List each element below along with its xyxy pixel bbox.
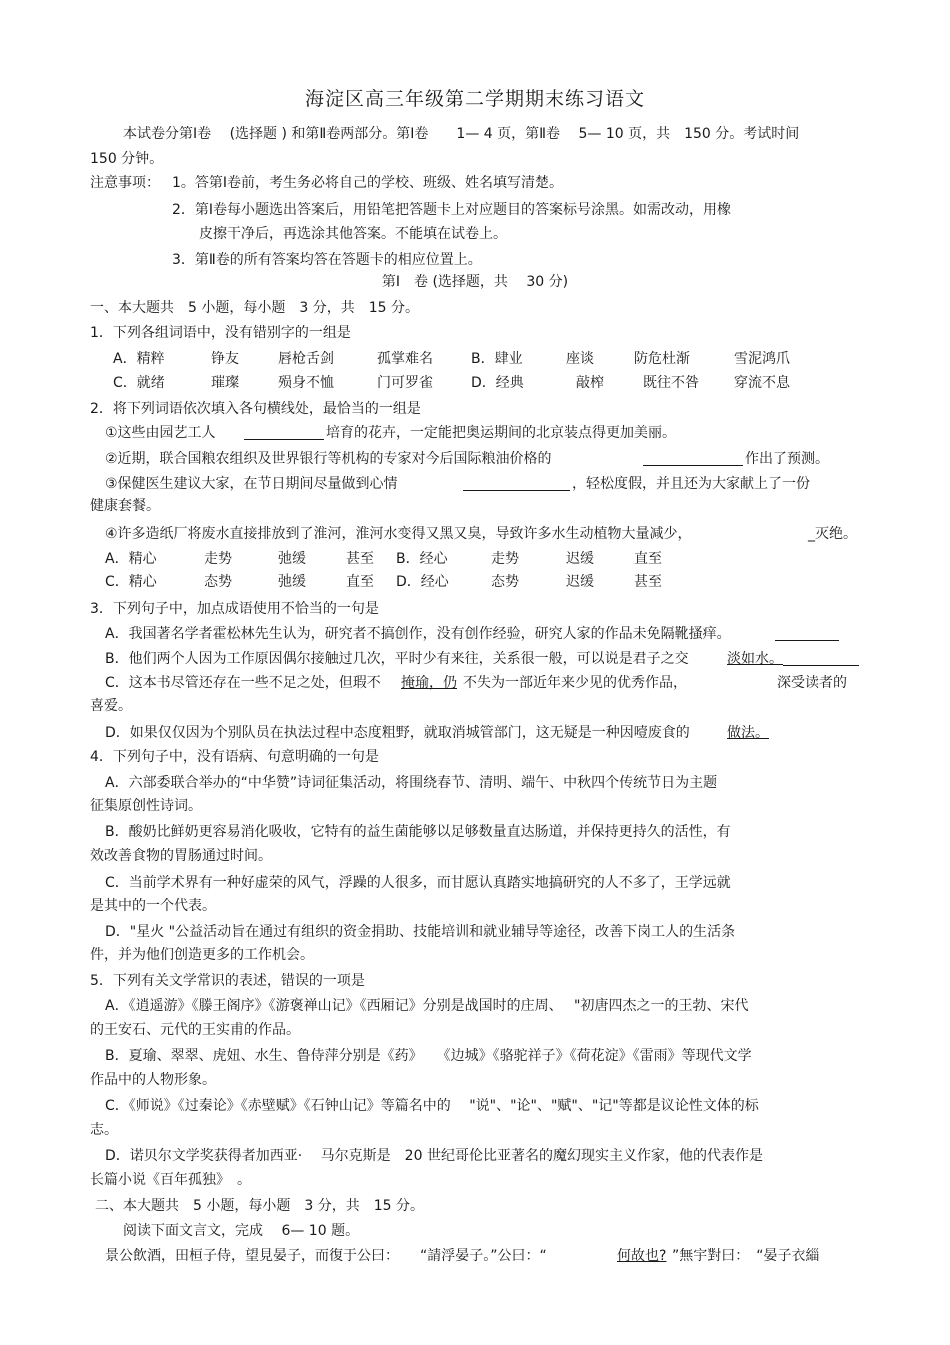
q5-option-a-line-1: A．《逍遥游》《滕王阁序》《游褒禅山记》《西厢记》分别是战国时的庄周、 "初唐四杰之一的王勃、宋代 (105, 998, 749, 1014)
q1-option-c-word: 殒身不恤 (278, 375, 334, 391)
q5-option-c-line-1: C．《师说》《过秦论》《赤壁赋》《石钟山记》等篇名中的 "说"、"论"、"赋"、"记"等都是议论性文体的标 (105, 1098, 759, 1114)
q1-option-c: C．就绪 (113, 375, 165, 391)
reading-instructions: 阅读下面文言文，完成 6— 10 题。 (123, 1223, 360, 1239)
q2-sentence-4: ④许多造纸厂将废水直接排放到了淮河，淮河水变得又黑又臭，导致许多水生动植物大量减少， (105, 526, 692, 542)
q1-option-d-word: 敲榨 (576, 375, 604, 391)
note-2-line-1: 2．第Ⅰ卷每小题选出答案后，用铅笔把答题卡上对应题目的答案标号涂黑。如需改动，用橡 (172, 202, 732, 218)
q4-option-a-line-1: A．六部委联合举办的“中华赞”诗词征集活动，将围绕春节、清明、端午、中秋四个传统节日为主题 (105, 775, 718, 791)
classical-text-underlined: 何故也? (617, 1248, 667, 1264)
q1-option-b-word: 雪泥鸿爪 (734, 351, 790, 367)
q4-option-a-line-2: 征集原创性诗词。 (90, 798, 202, 814)
q2-sentence-2: ②近期，联合国粮农组织及世界银行等机构的专家对今后国际粮油价格的 (105, 451, 552, 467)
q3-stem: 3．下列句子中，加点成语使用不恰当的一句是 (90, 601, 379, 617)
q2-option-b-word: 迟缓 (566, 551, 594, 567)
q5-option-c-line-2: 志。 (90, 1122, 118, 1138)
q1-option-d: D．经典 (471, 375, 524, 391)
note-2-line-2: 皮擦干净后，再选涂其他答案。不能填在试卷上。 (199, 226, 507, 242)
q5-option-a-line-2: 的王安石、元代的王实甫的作品。 (90, 1022, 300, 1038)
q2-option-a-word: 甚至 (346, 551, 374, 567)
q4-option-c-line-1: C．当前学术界有一种好虚荣的风气，浮躁的人很多，而甘愿认真踏实地搞研究的人不多了，王学远就 (105, 875, 731, 891)
q3-option-b: B．他们两个人因为工作原因偶尔接触过几次，平时少有来往，关系很一般，可以说是君子之交 (105, 651, 689, 667)
q2-sentence-4-rest: _灭绝。 (808, 526, 857, 542)
q3-option-c-wrap: 喜爱。 (90, 698, 132, 714)
q5-option-d-line-2: 长篇小说《百年孤独》 。 (90, 1172, 251, 1188)
intro-line-2: 150 分钟。 (90, 151, 164, 167)
q2-option-d: D．经心 (396, 574, 449, 590)
q2-sentence-2-rest: 作出了预测。 (745, 451, 829, 467)
part1-header: 第Ⅰ 卷 (选择题，共 30 分) (381, 274, 569, 290)
q2-option-a-word: 弛缓 (278, 551, 306, 567)
q2-option-d-word: 迟缓 (566, 574, 594, 590)
q3-option-b-blank (783, 665, 859, 666)
q2-option-c-word: 弛缓 (278, 574, 306, 590)
q2-blank-3 (463, 490, 570, 491)
q5-stem: 5．下列有关文学常识的表述，错误的一项是 (90, 973, 365, 989)
section1-heading: 一、本大题共 5 小题，每小题 3 分，共 15 分。 (90, 300, 419, 316)
q2-option-d-word: 甚至 (634, 574, 662, 590)
q5-option-b-line-2: 作品中的人物形象。 (90, 1072, 216, 1088)
q2-option-b: B．经心 (396, 551, 448, 567)
q2-option-d-word: 态势 (491, 574, 519, 590)
intro-line-1: 本试卷分第Ⅰ卷 (选择题 ) 和第Ⅱ卷两部分。第Ⅰ卷 1— 4 页，第Ⅱ卷 5— 10 页，共 150 分。考试时间 (123, 126, 800, 142)
q1-option-b-word: 座谈 (566, 351, 594, 367)
q2-sentence-3-cont: 健康套餐。 (90, 498, 160, 514)
q1-option-a-word: 孤掌难名 (377, 351, 433, 367)
q1-option-a: A．精粹 (113, 351, 165, 367)
q3-option-d: D．如果仅仅因为个别队员在执法过程中态度粗野，就取消城管部门，这无疑是一种因噎废食的 (105, 725, 690, 741)
q3-option-a-blank (775, 640, 839, 641)
q3-option-c-cont: 深受读者的 (777, 675, 847, 691)
page-title: 海淀区高三年级第二学期期末练习语文 (304, 88, 645, 110)
q2-blank-1 (244, 439, 324, 440)
q2-option-b-word: 直至 (634, 551, 662, 567)
q1-stem: 1．下列各组词语中，没有错别字的一组是 (90, 325, 351, 341)
classical-text-cont: ”無宇對曰： “晏子衣緇 (672, 1248, 820, 1264)
q2-option-a-word: 走势 (204, 551, 232, 567)
q4-stem: 4．下列句子中，没有语病、句意明确的一句是 (90, 749, 379, 765)
q2-sentence-1-rest: 培育的花卉，一定能把奥运期间的北京装点得更加美丽。 (326, 425, 676, 441)
q4-option-b-line-1: B．酸奶比鲜奶更容易消化吸收，它特有的益生菌能够以足够数量直达肠道，并保持更持久的活性，有 (105, 824, 731, 840)
q1-option-a-word: 唇枪舌剑 (278, 351, 334, 367)
q3-option-c: C．这本书尽管还存在一些不足之处，但瑕不 (105, 675, 381, 691)
classical-text-line: 景公飲酒，田桓子侍，望見晏子，而復于公曰： “請浮晏子。”公曰：“ (105, 1248, 547, 1264)
q2-sentence-3: ③保健医生建议大家，在节日期间尽量做到心情 (105, 476, 398, 492)
q2-sentence-1: ①这些由园艺工人 (105, 425, 216, 441)
section2-heading: 二、本大题共 5 小题，每小题 3 分，共 15 分。 (95, 1198, 424, 1214)
q2-option-c: C．精心 (105, 574, 157, 590)
q2-option-c-word: 直至 (346, 574, 374, 590)
q4-option-c-line-2: 是其中的一个代表。 (90, 898, 216, 914)
q2-blank-2 (643, 465, 743, 466)
q2-stem: 2．将下列词语依次填入各句横线处，最恰当的一组是 (90, 401, 421, 417)
notes-label: 注意事项： (90, 175, 160, 191)
q1-option-c-word: 璀璨 (211, 375, 239, 391)
q2-option-c-word: 态势 (204, 574, 232, 590)
q1-option-c-word: 门可罗雀 (377, 375, 433, 391)
q1-option-b-word: 防危杜渐 (634, 351, 690, 367)
q5-option-d-line-1: D．诺贝尔文学奖获得者加西亚· 马尔克斯是 20 世纪哥伦比亚著名的魔幻现实主义作家，他的代表作是 (105, 1148, 763, 1164)
q2-sentence-3-rest: ，轻松度假，并且还为大家献上了一份 (572, 476, 810, 492)
q4-option-d-line-2: 件，并为他们创造更多的工作机会。 (90, 947, 314, 963)
q3-option-c-idiom: 掩瑜，仍 (401, 675, 457, 691)
note-3: 3．第Ⅱ卷的所有答案均答在答题卡的相应位置上。 (172, 252, 482, 268)
q3-option-d-idiom: 做法。 (727, 725, 769, 741)
q1-option-a-word: 铮友 (211, 351, 239, 367)
q3-option-a: A．我国著名学者霍松林先生认为，研究者不搞创作，没有创作经验，研究人家的作品未免隔靴搔痒。 (105, 626, 731, 642)
q3-option-b-idiom: 淡如水。 (727, 651, 783, 667)
q4-option-b-line-2: 效改善食物的胃肠通过时间。 (90, 848, 272, 864)
q2-option-a: A．精心 (105, 551, 157, 567)
q4-option-d-line-1: D．"星火 "公益活动旨在通过有组织的资金捐助、技能培训和就业辅导等途径，改善下岗工人的生活条 (105, 924, 736, 940)
q3-option-c-cont: 不失为一部近年来少见的优秀作品， (463, 675, 687, 691)
q1-option-d-word: 既往不咎 (643, 375, 699, 391)
q2-option-b-word: 走势 (491, 551, 519, 567)
note-1: 1。答第Ⅰ卷前，考生务必将自己的学校、班级、姓名填写清楚。 (172, 175, 564, 191)
q1-option-b: B．肆业 (471, 351, 523, 367)
q5-option-b-line-1: B．夏瑜、翠翠、虎妞、水生、鲁侍萍分别是《药》 《边城》《骆驼祥子》《荷花淀》《雷雨》等现代文学 (105, 1048, 752, 1064)
q1-option-d-word: 穿流不息 (734, 375, 790, 391)
